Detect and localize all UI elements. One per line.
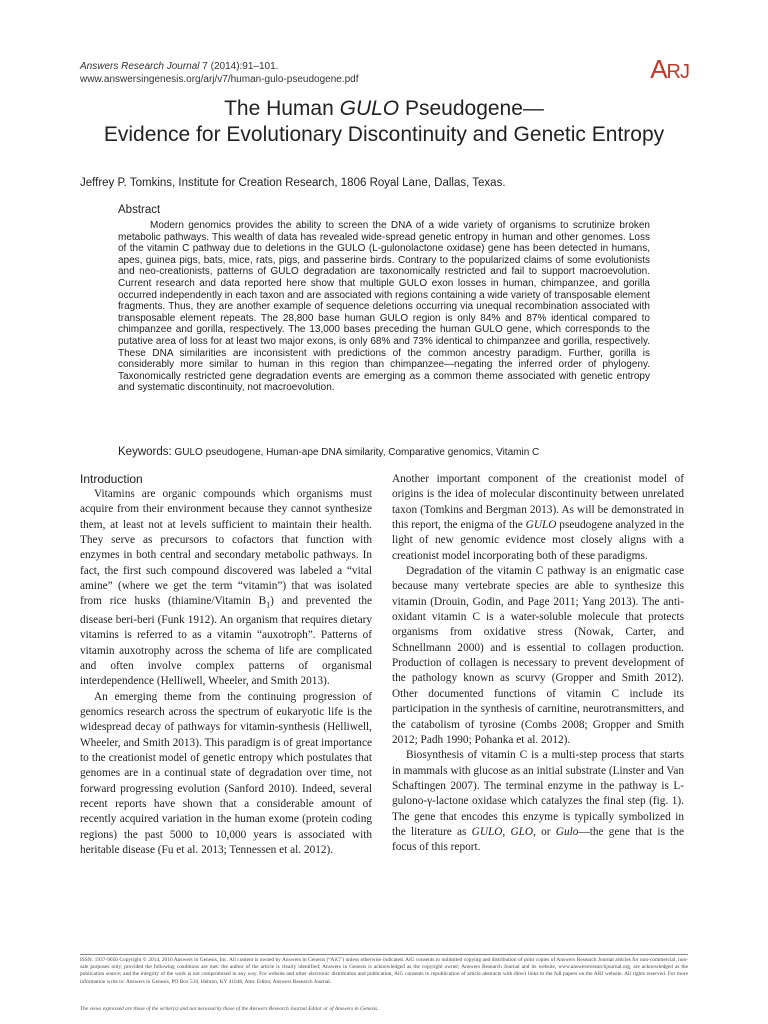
title-line-2: Evidence for Evolutionary Discontinuity and Genetic Entropy [103, 123, 665, 146]
journal-header [80, 60, 359, 86]
copyright-notice: ISSN: 1937-9056 Copyright © 2014, 2016 Answers in Genesis, Inc. All content is owned by Answers in Genesis (“AiG”) unless otherwise indicated. AiG consents to unlimited copying and distribution of print copies of Answers Research Journal articles for non-commercial, non-sale purposes only, provided the following conditions are met: the author of the article is clearly identified; Answers in Genesis is acknowledged as the copyright owner; Answers Research Journal and its website, www.answersresearchjournal.org, are acknowledged as the publication source; and the integrity of the work is not compromised in any way. For website and other electronic distribution and publication, AiG consents to republication of article abstracts with direct links to the full papers on the ARJ website. All rights reserved. For more information write to: Answers in Genesis, PO Box 510, Hebron, KY 41048, Attn: Editor, Answers Research Journal. [80, 957, 688, 985]
logo-letter-a: A [650, 54, 667, 84]
right-paragraph-3: Biosynthesis of vitamin C is a multi-step process that starts in mammals with glucose as an initial substrate (Linster and Van Schaftingen 2007). The terminal enzyme in the pathway is L-gulono-γ-lactone oxidase which catalyzes the final step (fig. 1). The gene that encodes this enzyme is typically symbolized in the literature as GULO, GLO, or Gulo—the gene that is the focus of this report. [392, 749, 684, 854]
abstract-heading: Abstract [118, 204, 161, 216]
title-line-1: The Human GULO Pseudogene— [224, 97, 544, 120]
arj-logo [650, 54, 689, 85]
abstract-text: Modern genomics provides the ability to screen the DNA of a wide variety of organisms to scrutinize broken metabolic pathways. This wealth of data has revealed wide-spread genetic entropy in human and other genomes. Loss of the vitamin C pathway due to deletions in the GULO (L-gulonolactone oxidase) gene has been detected in humans, apes, guinea pigs, bats, mice, rats, pigs, and passerine birds. Contrary to the popularized claims of some evolutionists and neo-creationists, patterns of GULO degradation are taxonomically restricted and fail to support macroevolution. Current research and data reported here show that multiple GULO exon losses in human, chimpanzee, and gorilla occurred independently in each taxon and are associated with regions containing a wide variety of transposable element fragments. Thus, they are another example of sequence deletions occurring via unequal recombination associated with transposable element repeats. The 28,800 base human GULO region is only 84% and 87% identical compared to chimpanzee and gorilla, respectively. The 13,000 bases preceding the human GULO gene, which corresponds to the putative area of loss for at least two major exons, is only 68% and 73% identical to chimpanzee and gorilla, respectively. These DNA similarities are inconsistent with predictions of the common ancestry paradigm. Further, gorilla is considerably more similar to human in this region than chimpanzee—negating the inferred order of phylogeny. Taxonomically restricted gene degradation events are emerging as a common theme associated with genetic entropy and systematic discontinuity, not macroevolution. [118, 220, 650, 394]
introduction-heading: Introduction [80, 472, 143, 486]
right-paragraph-2: Degradation of the vitamin C pathway is an enigmatic case because many vertebrate species are able to synthesize this vitamin (Drouin, Godin, and Page 2011; Yang 2013). The anti-oxidant vitamin C is a water-soluble molecule that protects organisms from oxidative stress (Nowak, Carter, and Schnellmann 2000) and is essential to collagen production. Production of collagen is necessary to prevent development of the pathology known as scurvy (Gropper and Smith 2012). Other documented functions of vitamin C include its participation in the synthesis of carnitine, neurotransmitters, and the catabolism of tyrosine (Combs 2008; Gropper and Smith 2012; Padh 1990; Pohanka et al. 2012). [392, 565, 684, 746]
right-paragraph-1: Another important component of the creationist model of origins is the idea of molecular discontinuity between unrelated taxon (Tomkins and Bergman 2013). As will be demonstrated in this report, the enigma of the GULO pseudogene analyzed in the light of new genomic evidence most closely aligns with a creationist model incorporating both of these paradigms. [392, 473, 684, 562]
logo-letters-rj: RJ [666, 61, 689, 83]
left-paragraph-2: An emerging theme from the continuing progression of genomics research across the spectrum of eukaryotic life is the widespread decay of pathways for vitamin-synthesis (Helliwell, Wheeler, and Smith 2013). This paradigm is of great importance to the creationist model of genetic entropy which postulates that genomes are in a continual state of degradation over time, not forward progressing evolution (Sanford 2010). Indeed, several recent reports have shown that a considerable amount of recently acquired variation in the human exome (protein coding regions) the past 5000 to 10,000 years is associated with heritable disease (Fu et al. 2013; Tennessen et al. 2012). [80, 690, 372, 857]
right-column [392, 472, 684, 856]
author-line: Jeffrey P. Tomkins, Institute for Creation Research, 1806 Royal Lane, Dallas, Texas. [80, 177, 506, 189]
left-paragraph-1: Vitamins are organic compounds which organisms must acquire from their environment because they cannot synthesize them, at least not at levels sufficient to maintain their health. They serve as precursors to cofactors that function with enzymes in both central and secondary metabolic pathways. In fact, the first such compound discovered was labeled a “vital amine” (where we get the term “vitamin”) that was isolated from rice husks (thiamine/Vitamin $B_1$) and prevented the disease beri-beri (Funk 1912). An organism that requires dietary vitamins is referred to as a vitamin “auxotroph”. Patterns of vitamin auxotrophy across the schema of life are complicated and often involve complex patterns of organismal interdependence (Helliwell, Wheeler, and Smith 2013). [80, 488, 373, 688]
keywords-list: GULO pseudogene, Human-ape DNA similarity, Comparative genomics, Vitamin C [171, 447, 540, 458]
disclaimer: The views expressed are those of the writer(s) and not necessarily those of the Answers Research Journal Editor or of Answers in Genesis. [80, 1006, 379, 1012]
journal-name: Answers Research Journal [80, 61, 200, 72]
article-url[interactable]: www.answersingenesis.org/arj/v7/human-gulo-pseudogene.pdf [80, 74, 359, 85]
keywords-label: Keywords: [118, 446, 172, 458]
subscript-1: 1 [266, 600, 271, 610]
keywords [118, 446, 539, 458]
article-title [40, 96, 728, 148]
footer-divider [80, 954, 688, 955]
journal-volume: 7 (2014):91–101. [199, 61, 279, 72]
left-column [80, 472, 372, 859]
journal-citation [80, 60, 359, 73]
